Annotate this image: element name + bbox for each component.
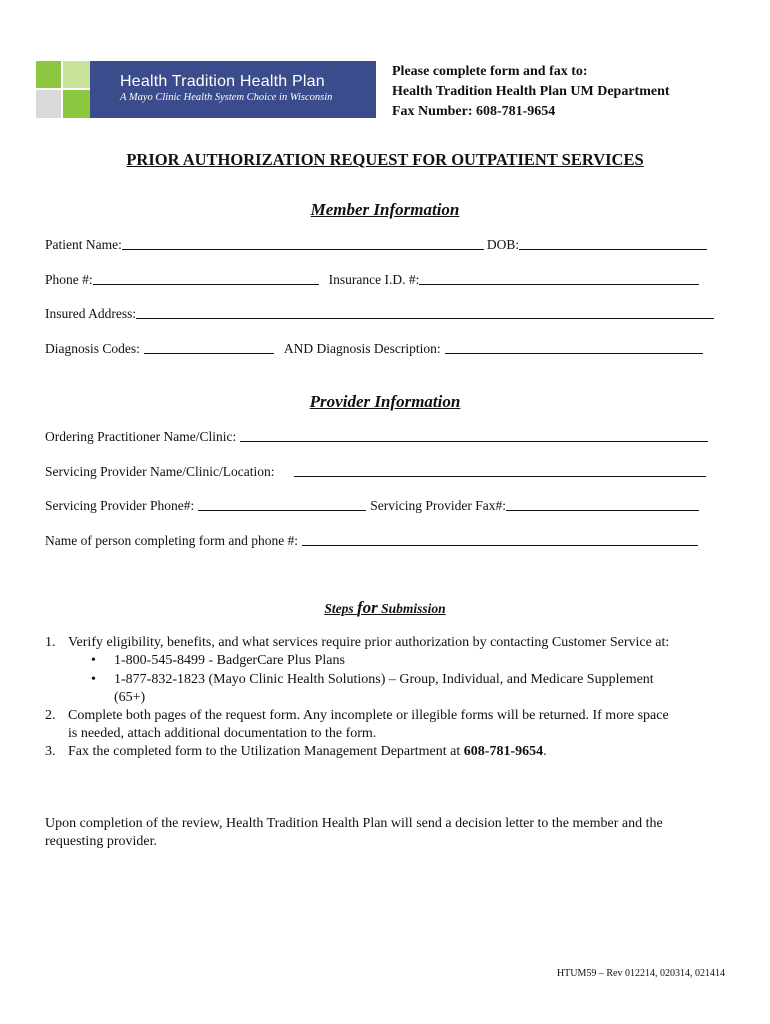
servicing-fax-label: Servicing Provider Fax#:: [370, 498, 506, 513]
revision-footer: HTUM59 – Rev 012214, 020314, 021414: [556, 968, 725, 979]
fax-line-1: Please complete form and fax to:: [392, 64, 588, 79]
step-2-text-b: is needed, attach additional documentation to the form.: [68, 726, 377, 741]
logo-tagline: A Mayo Clinic Health System Choice in Wisconsin: [120, 92, 333, 103]
dob-field[interactable]: [519, 235, 707, 250]
servicing-row: [45, 462, 706, 480]
logo-name: Health Tradition Health Plan: [120, 73, 325, 90]
insurance-id-field[interactable]: [419, 270, 699, 285]
closing-paragraph: [45, 815, 663, 851]
diagnosis-codes-label: Diagnosis Codes:: [45, 341, 140, 356]
patient-name-label: Patient Name:: [45, 237, 122, 252]
diagnosis-row: [45, 339, 703, 357]
servicing-phone-field[interactable]: [198, 496, 366, 511]
form-title: PRIOR AUTHORIZATION REQUEST FOR OUTPATIENT SERVICES: [126, 150, 644, 169]
health-plan-logo: [36, 61, 376, 118]
fax-line-2: Health Tradition Health Plan UM Department: [392, 84, 670, 99]
servicing-provider-field[interactable]: [294, 462, 706, 477]
step-1-number: 1.: [45, 635, 56, 650]
servicing-phone-label: Servicing Provider Phone#:: [45, 498, 195, 513]
fax-line-3: Fax Number: 608-781-9654: [392, 104, 556, 119]
step-3-text-main: Fax the completed form to the Utilization Management Department at: [68, 744, 464, 759]
step-1-bullet-2b: (65+): [114, 690, 146, 705]
ordering-practitioner-label: Ordering Practitioner Name/Clinic:: [45, 429, 237, 444]
servicing-fax-field[interactable]: [506, 496, 699, 511]
diagnosis-description-field[interactable]: [445, 339, 703, 354]
step-3-number: 3.: [45, 744, 56, 759]
completer-field[interactable]: [302, 531, 698, 546]
steps-heading-a: Steps: [324, 601, 357, 616]
step-3-text: [68, 743, 547, 761]
phone-label: Phone #:: [45, 272, 93, 287]
insured-address-label: Insured Address:: [45, 306, 137, 321]
patient-name-field[interactable]: [122, 235, 484, 250]
steps-heading-c: Submission: [377, 601, 446, 616]
diagnosis-codes-field[interactable]: [144, 339, 274, 354]
bullet-1-icon: •: [91, 653, 96, 668]
diagnosis-description-label: AND Diagnosis Description:: [283, 341, 441, 356]
dob-label: DOB:: [486, 237, 520, 252]
step-3-period: .: [543, 744, 547, 759]
steps-heading: [0, 598, 770, 618]
ordering-practitioner-field[interactable]: [240, 427, 708, 442]
step-1-text: Verify eligibility, benefits, and what services require prior authorization by contacting Customer Service at:: [68, 635, 670, 650]
patient-name-row: [45, 235, 707, 253]
completer-label: Name of person completing form and phone #:: [45, 533, 299, 548]
servicing-provider-label: Servicing Provider Name/Clinic/Location:: [45, 464, 275, 479]
step-3-fax-number: 608-781-9654: [463, 744, 544, 759]
completer-row: [45, 531, 698, 549]
phone-field[interactable]: [93, 270, 319, 285]
step-2-number: 2.: [45, 708, 56, 723]
closing-line-1: Upon completion of the review, Health Tradition Health Plan will send a decision letter to the member and the: [45, 816, 663, 831]
bullet-2-icon: •: [91, 672, 96, 687]
insured-address-field[interactable]: [136, 304, 714, 319]
phone-row: [45, 270, 699, 288]
steps-heading-b: for: [356, 598, 378, 617]
member-info-heading: Member Information: [310, 200, 460, 219]
address-row: [45, 304, 714, 322]
ordering-row: [45, 427, 708, 445]
logo-squares-icon: [36, 61, 90, 118]
step-1-bullet-1: 1-800-545-8499 - BadgerCare Plus Plans: [114, 653, 345, 668]
servicing-phone-row: [45, 496, 699, 514]
step-1-bullet-2a: 1-877-832-1823 (Mayo Clinic Health Solutions) – Group, Individual, and Medicare Supplement: [114, 672, 654, 687]
step-2-text-a: Complete both pages of the request form. Any incomplete or illegible forms will be returned. If more space: [68, 708, 669, 723]
closing-line-2: requesting provider.: [45, 834, 157, 849]
provider-info-heading: Provider Information: [309, 392, 461, 411]
insurance-id-label: Insurance I.D. #:: [328, 272, 420, 287]
fax-instructions: [392, 62, 670, 122]
